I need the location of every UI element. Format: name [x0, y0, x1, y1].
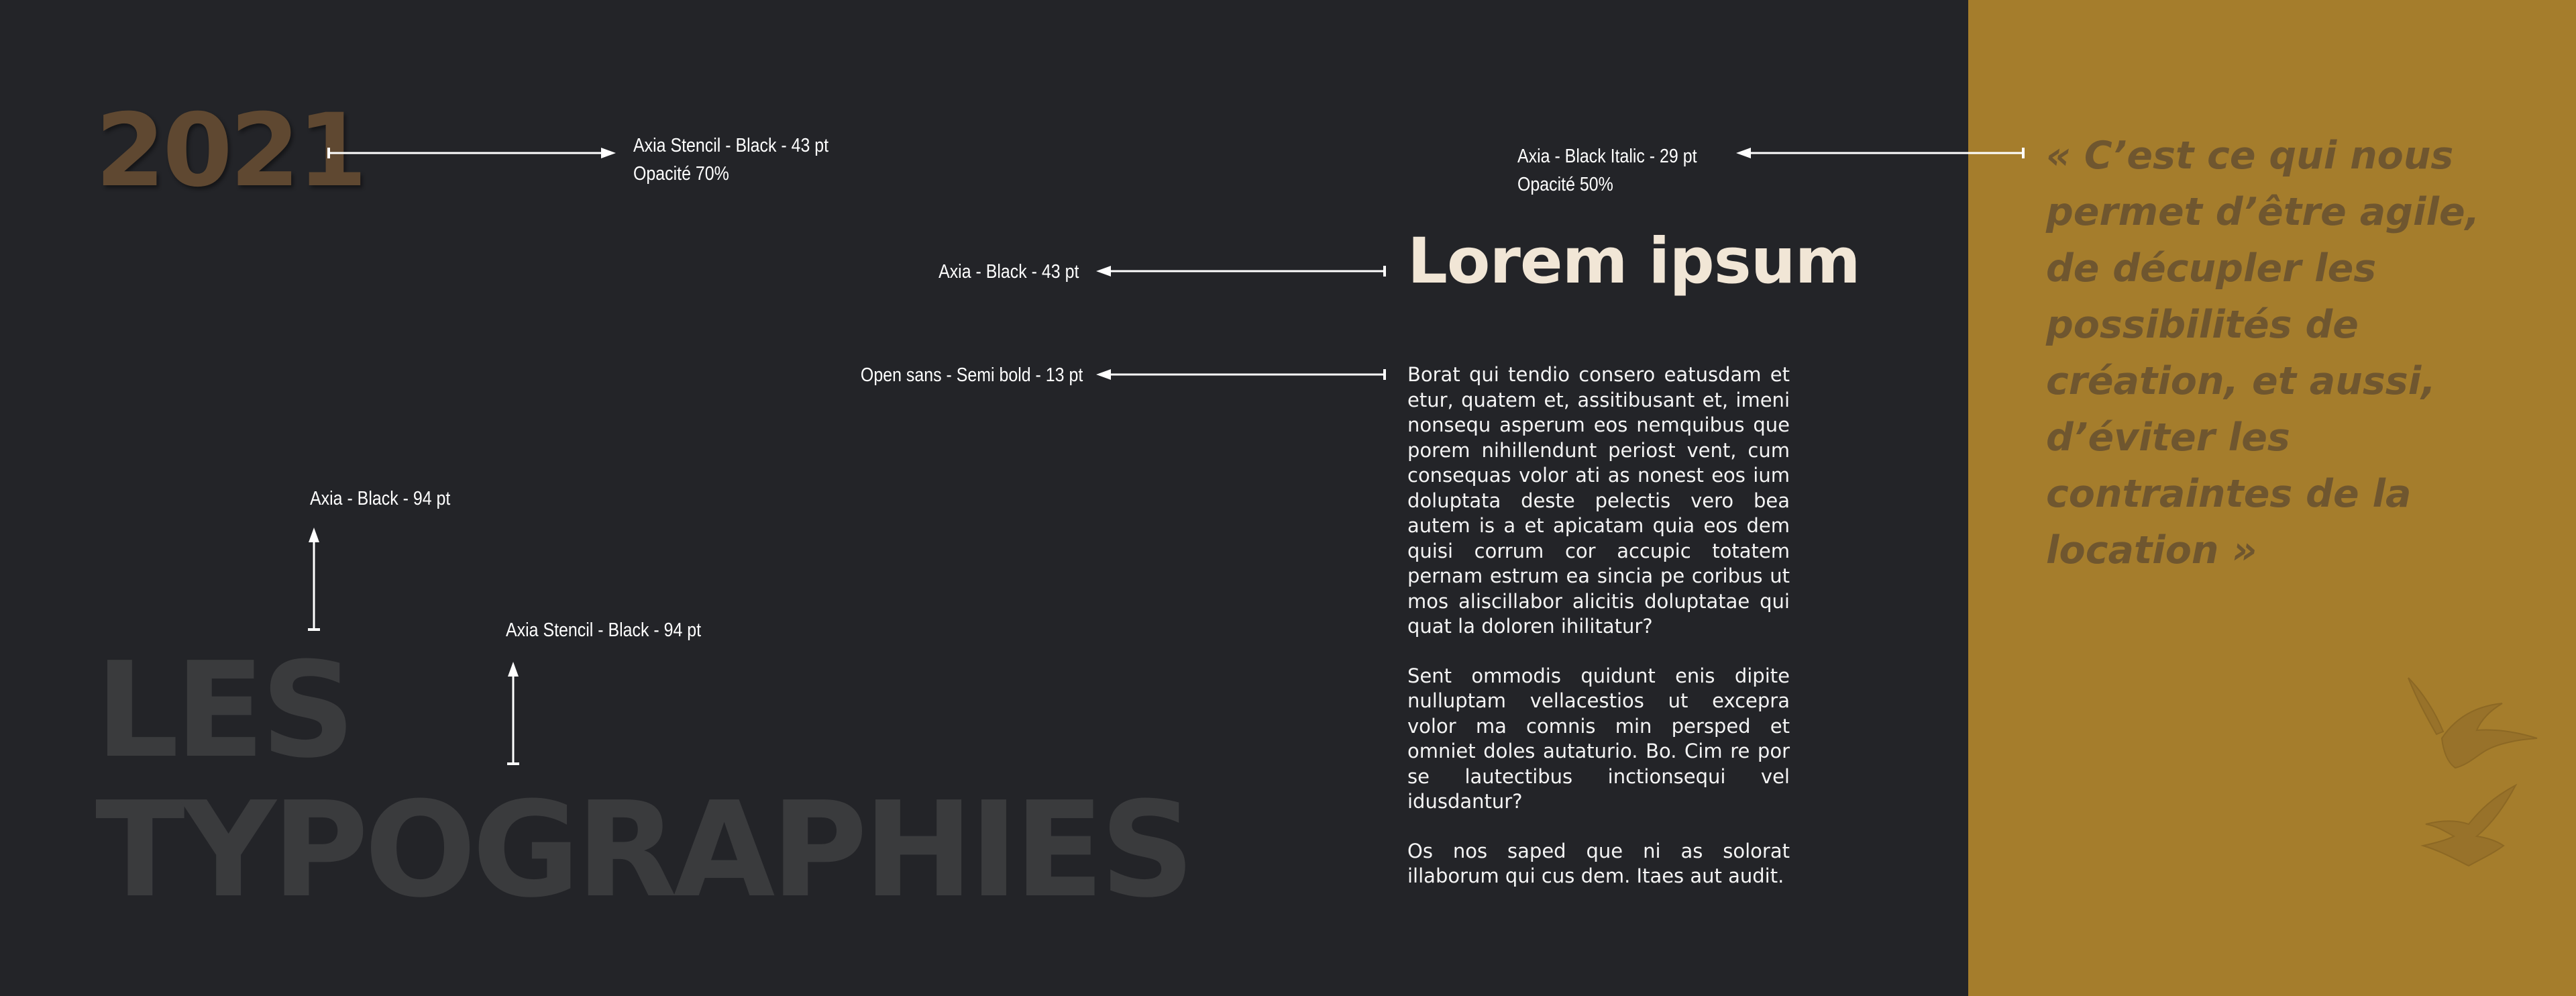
arrow-heading-to-label: [1095, 263, 1387, 279]
annotation-quote-font: [1517, 142, 1697, 199]
annotation-title-solid-font-name: Axia - Black - 94 pt: [310, 488, 451, 509]
annotation-year-font: [633, 132, 828, 188]
annotation-quote-opacity: Opacité 50%: [1517, 174, 1613, 195]
annotation-quote-font-name: Axia - Black Italic - 29 pt: [1517, 146, 1697, 167]
eagle-icons: [2361, 664, 2563, 906]
arrow-title-solid-up: [305, 526, 323, 632]
body-paragraph: Borat qui tendio consero eatusdam et etur, quatem et, assitibusant et, imeni nonsequ asperum eos nemquibus que porem nihillendunt periost vent, cum consequas volor ati as nonest eos ium doluptata deste pelectis vero bea autem is a et apicatam quia eos dem quisi corrum cor accupic totatem pernam estrum ea sincia pe coribus ut mos aliscillabor alicitis doluptatae qui quat la doloren ihilitatur?: [1407, 363, 1790, 638]
eagle-icon-bottom: [2423, 785, 2516, 866]
annotation-title-stencil-font: [506, 616, 701, 644]
annotation-body-font: [861, 361, 1083, 389]
year-title: 2021: [95, 93, 365, 209]
annotation-heading-font: [938, 258, 1079, 286]
big-title-line1: LES: [95, 634, 352, 787]
annotation-title-stencil-font-name: Axia Stencil - Black - 94 pt: [506, 619, 702, 641]
heading-lorem-ipsum: Lorem ipsum: [1407, 225, 1860, 298]
big-title-line2: TYPOGRAPHIES: [95, 774, 1191, 927]
body-paragraph: Sent ommodis quidunt enis dipite nulluptam vellacestios ut excepra volor ma comnis min persped et omniet doles autaturio. Bo. Cim re por se lautectibus inctionsequi vel idusdantur?: [1407, 664, 1790, 813]
annotation-year-font-name: Axia Stencil - Black - 43 pt: [633, 135, 829, 156]
pull-quote: « C’est ce qui nous permet d’être agile, de décupler les possibilités de création, et aussi, d’éviter les contraintes de la location »: [2046, 134, 2480, 572]
annotation-body-font-name: Open sans - Semi bold - 13 pt: [860, 364, 1083, 386]
arrow-body-to-label: [1095, 366, 1387, 383]
annotation-year-opacity: Opacité 70%: [633, 163, 729, 185]
arrow-year-to-label: [327, 145, 617, 161]
body-text: [1407, 362, 1790, 913]
annotation-heading-font-name: Axia - Black - 43 pt: [938, 261, 1079, 283]
annotation-title-solid-font: [310, 485, 450, 513]
arrow-quote-to-label: [1735, 145, 2026, 161]
eagle-icon-top: [2408, 678, 2537, 768]
big-title: [95, 634, 1191, 927]
body-paragraph: Os nos saped que ni as solorat illaborum qui cus dem. Itaes aut audit.: [1407, 839, 1790, 887]
